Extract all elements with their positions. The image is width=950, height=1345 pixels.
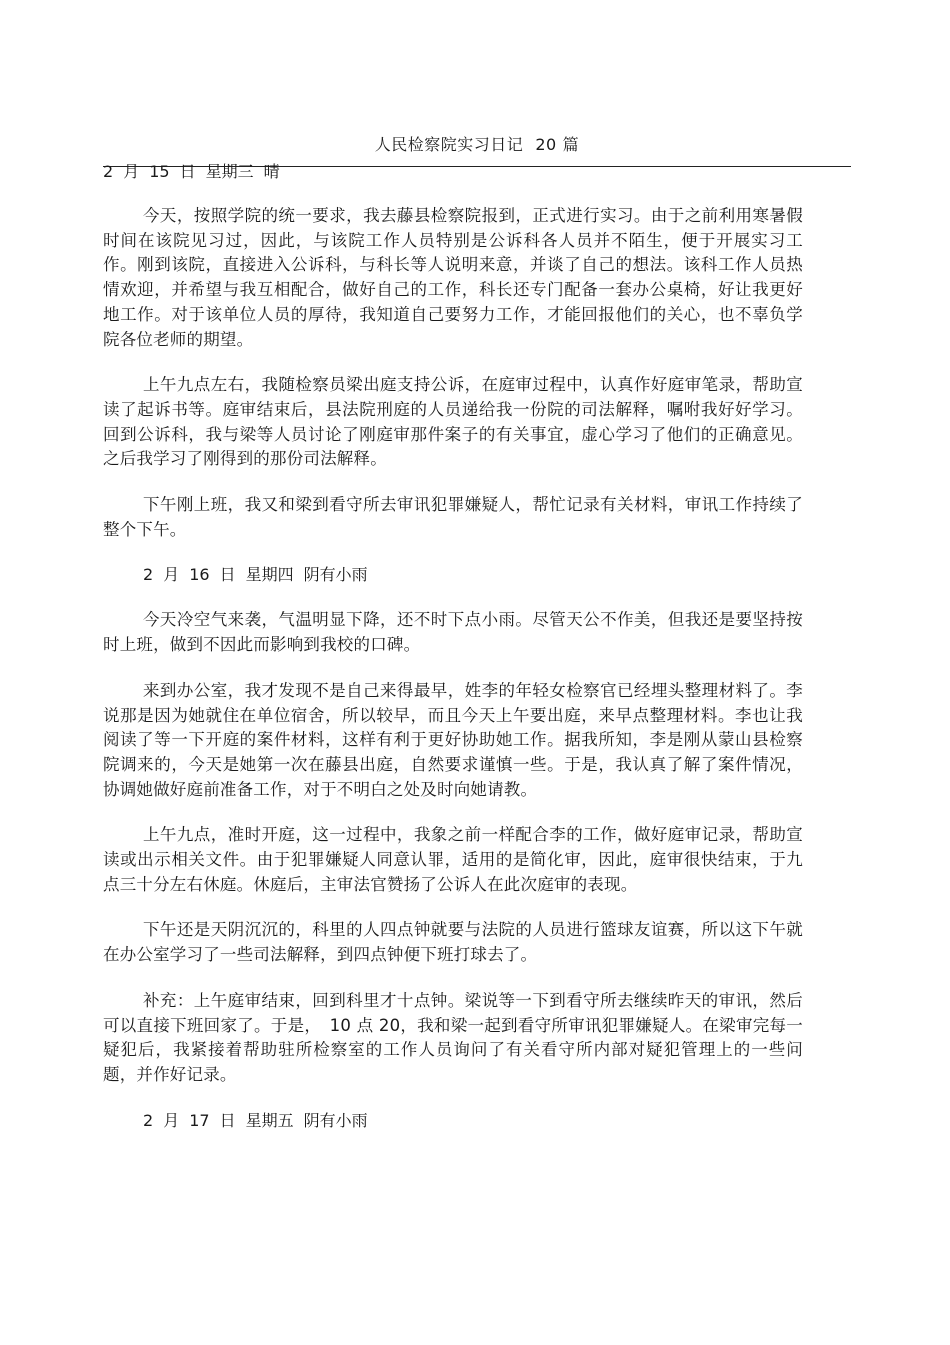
entry-date: 2 月 16 日 星期四 阴有小雨 bbox=[143, 565, 368, 585]
title-text: 人民检察院实习日记 bbox=[374, 135, 524, 154]
document-title bbox=[103, 132, 851, 158]
diary-paragraph: 下午还是天阴沉沉的，科里的人四点钟就要与法院的人员进行篮球友谊赛，所以这下午就在办公室学习了一些司法解释，到四点钟便下班打球去了。 bbox=[103, 920, 803, 965]
diary-paragraph: 补充：上午庭审结束，回到科里才十点钟。梁说等一下到看守所去继续昨天的审讯，然后可以直接下班回家了。于是， 10 点 20，我和梁一起到看守所审讯犯罪嫌疑人。在梁审完每一疑犯后，我紧接着帮助驻所检察室的工作人员询问了有关看守所内部对疑犯管理上的一些问题，并作好记录。 bbox=[103, 990, 803, 1084]
diary-paragraph: 下午刚上班，我又和梁到看守所去审讯犯罪嫌疑人，帮忙记录有关材料，审讯工作持续了整个下午。 bbox=[103, 495, 803, 539]
entry-date: 2 月 17 日 星期五 阴有小雨 bbox=[143, 1110, 368, 1130]
entry-date: 2 月 15 日 星期三 晴 bbox=[103, 162, 280, 181]
diary-paragraph: 今天，按照学院的统一要求，我去藤县检察院报到，正式进行实习。由于之前利用寒暑假时间在该院见习过，因此，与该院工作人员特别是公诉科各人员并不陌生，便于开展实习工作。刚到该院，直接进入公诉科，与科长等人说明来意，并谈了自己的想法。该科工作人员热情欢迎，并希望与我互相配合，做好自己的工作，科长还专门配备一套办公桌椅，好让我更好地工作。对于该单位人员的厚待，我知道自己要努力工作，才能回报他们的关心，也不辜负学院各位老师的期望。 bbox=[103, 206, 803, 349]
diary-paragraph: 上午九点，准时开庭，这一过程中，我象之前一样配合李的工作，做好庭审记录，帮助宣读或出示相关文件。由于犯罪嫌疑人同意认罪，适用的是简化审，因此，庭审很快结束，于九点三十分左右休庭。休庭后，主审法官赞扬了公诉人在此次庭审的表现。 bbox=[103, 825, 803, 894]
diary-paragraph: 来到办公室，我才发现不是自己来得最早，姓李的年轻女检察官已经埋头整理材料了。李说那是因为她就住在单位宿舍，所以较早，而且今天上午要出庭，来早点整理材料。李也让我阅读了等一下开庭的案件材料，这样有利于更好协助她工作。据我所知，李是刚从蒙山县检察院调来的，今天是她第一次在藤县出庭，自然要求谨慎一些。于是，我认真了解了案件情况，协调她做好庭前准备工作，对于不明白之处及时向她请教。 bbox=[103, 680, 803, 799]
title-unit: 篇 bbox=[562, 135, 580, 154]
diary-body bbox=[103, 160, 803, 1133]
diary-paragraph: 今天冷空气来袭，气温明显下降，还不时下点小雨。尽管天公不作美，但我还是要坚持按时上班，做到不因此而影响到我校的口碑。 bbox=[103, 610, 803, 655]
title-count: 20 bbox=[535, 135, 557, 154]
diary-paragraph: 上午九点左右，我随检察员梁出庭支持公诉，在庭审过程中，认真作好庭审笔录，帮助宣读了起诉书等。庭审结束后，县法院刑庭的人员递给我一份院的司法解释，嘱咐我好好学习。回到公诉科，我与梁等人员讨论了刚庭审那件案子的有关事宜，虚心学习了他们的正确意见。之后我学习了刚得到的那份司法解释。 bbox=[103, 375, 803, 469]
